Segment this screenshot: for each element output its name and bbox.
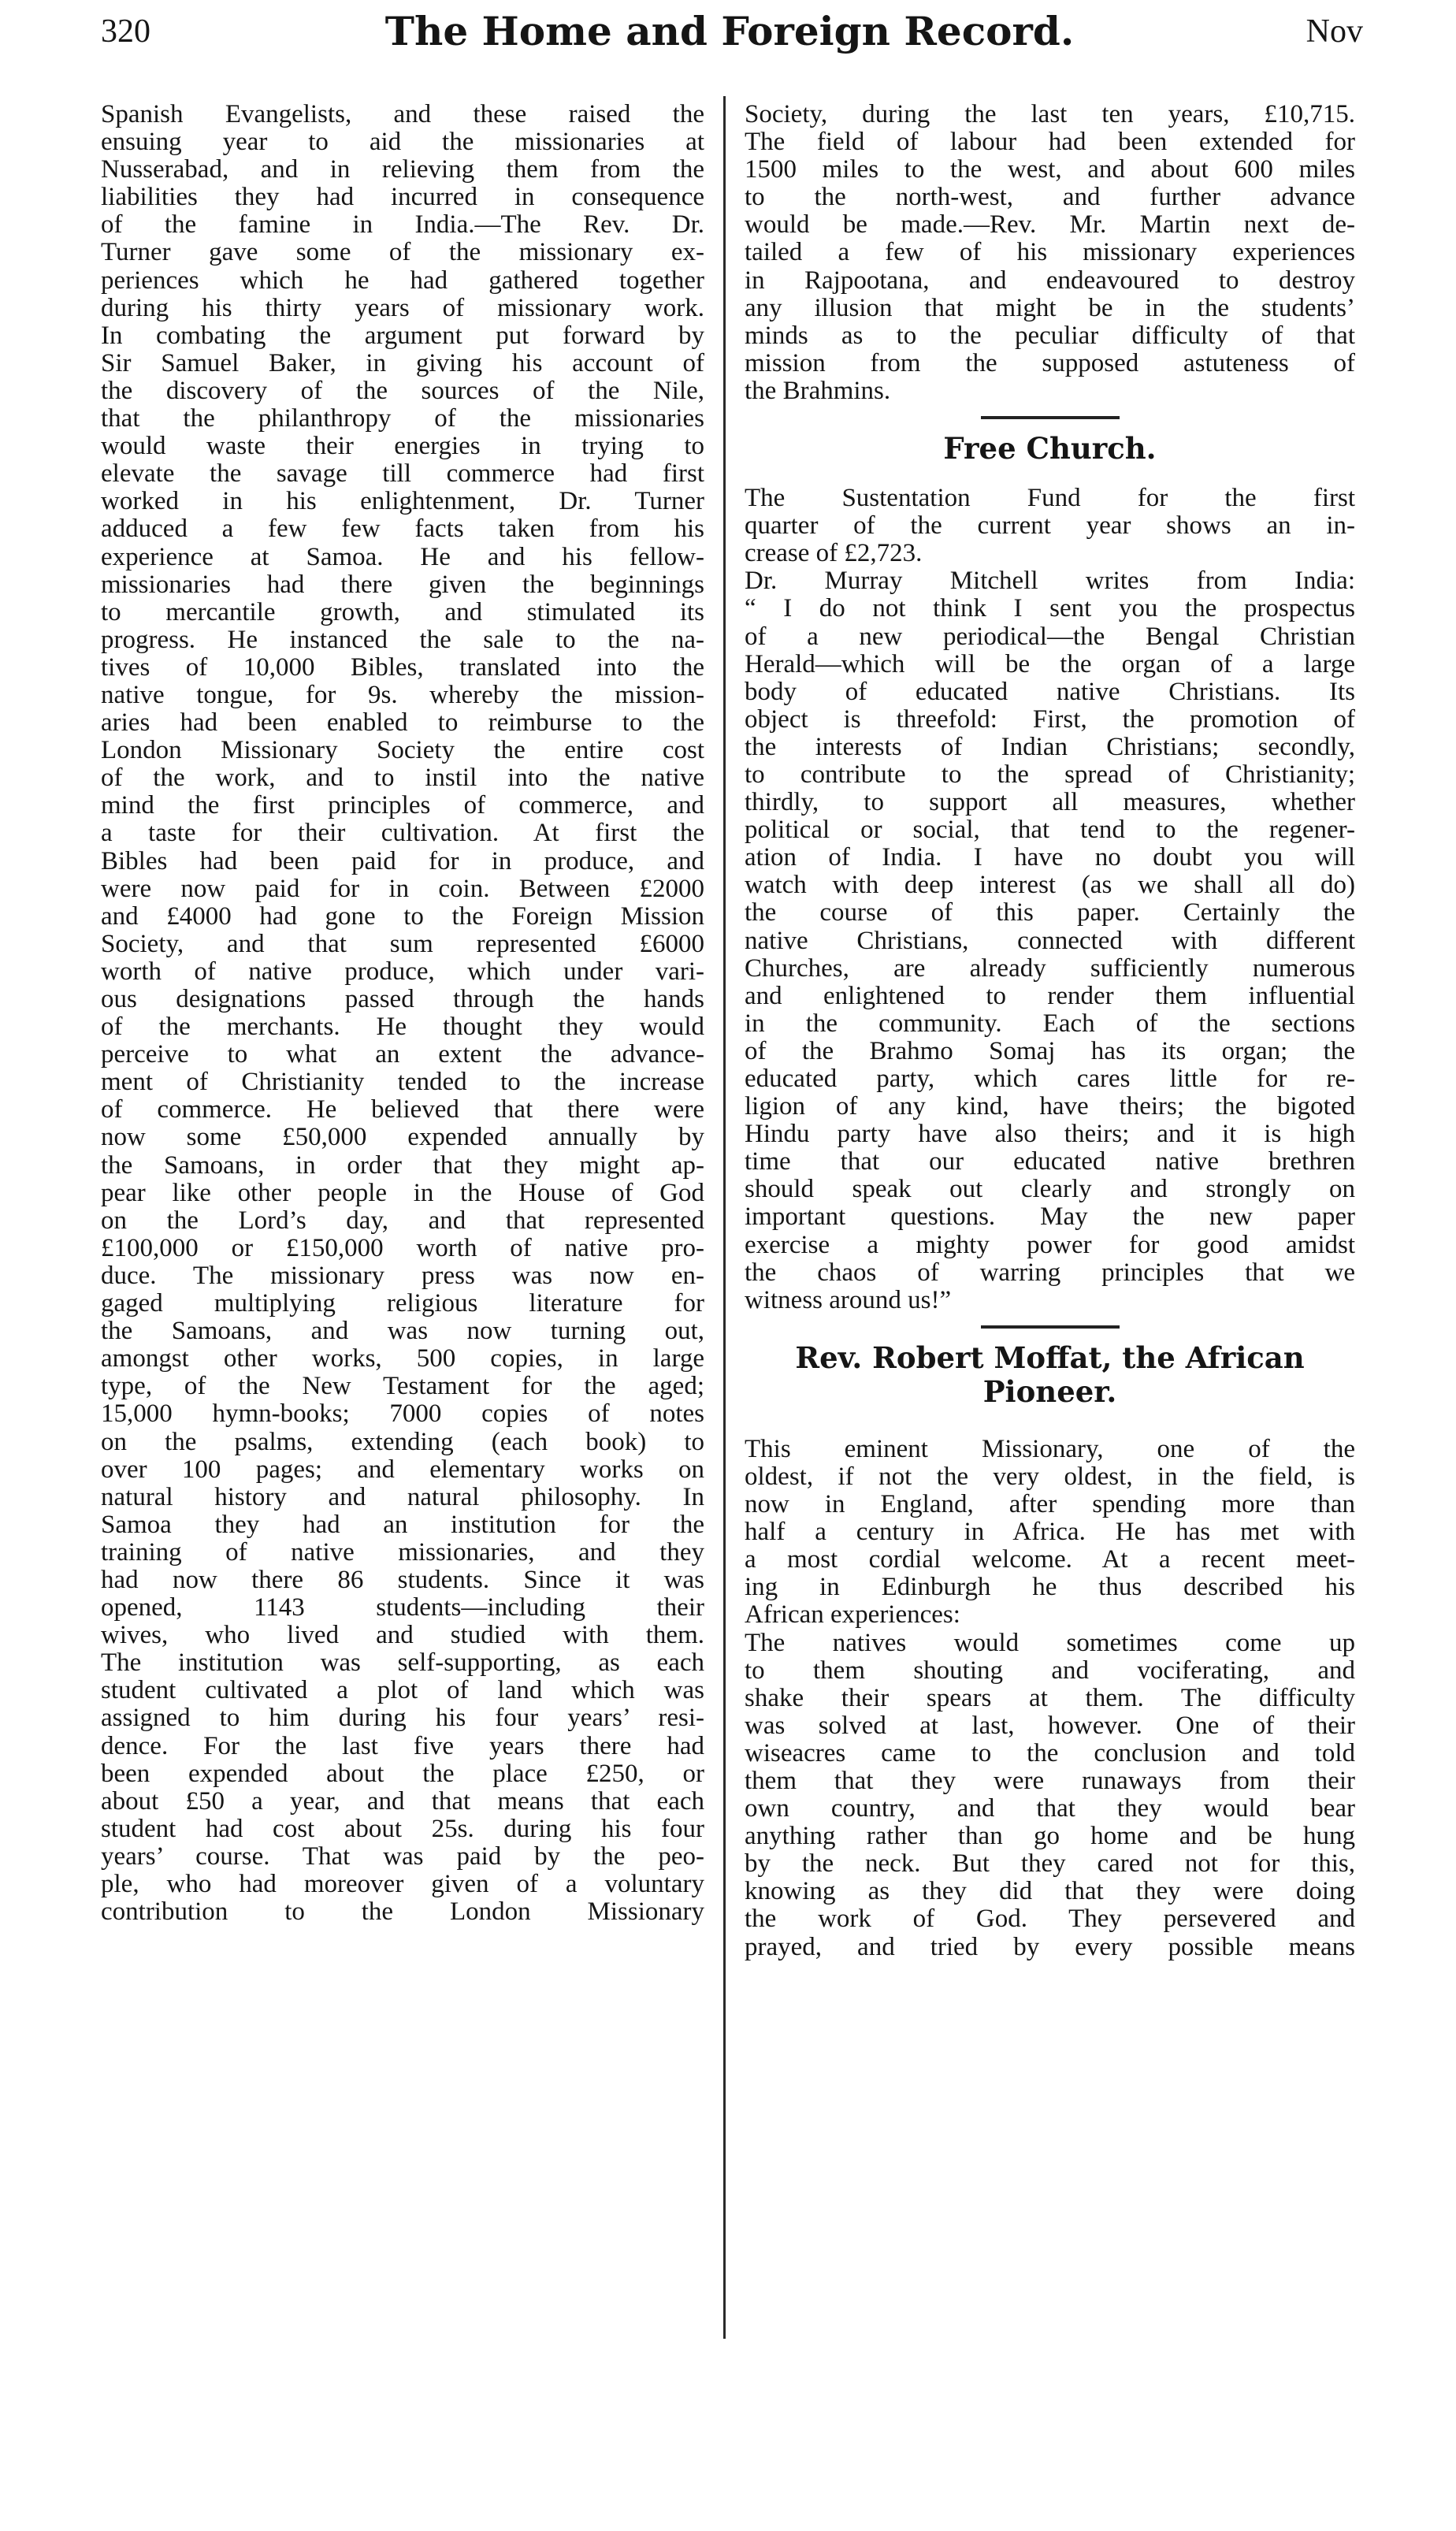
text-line: anything rather than go home and be hung bbox=[745, 1822, 1355, 1851]
text-line: had now there 86 students. Since it was bbox=[101, 1565, 704, 1594]
text-line: object is threefold: First, the promotion of bbox=[745, 704, 1355, 734]
text-line: minds as to the peculiar difficulty of that bbox=[745, 321, 1355, 350]
text-line: native tongue, for 9s. whereby the mission- bbox=[101, 680, 704, 709]
section-heading-moffat-line-2: Pioneer. bbox=[982, 1373, 1117, 1409]
text-line: contribution to the London Missionary bbox=[101, 1897, 704, 1927]
text-line: missionaries had there given the beginnings bbox=[101, 570, 704, 599]
text-line: pear like other people in the House of God bbox=[101, 1178, 704, 1207]
text-line: were now paid for in coin. Between £2000 bbox=[101, 874, 704, 903]
text-line: the Brahmins. bbox=[745, 376, 891, 405]
text-line: assigned to him during his four years’ resi- bbox=[101, 1704, 704, 1733]
text-line: ment of Christianity tended to the increase bbox=[101, 1068, 704, 1097]
text-line: £100,000 or £150,000 worth of native pro- bbox=[101, 1233, 704, 1262]
text-line: body of educated native Christians. Its bbox=[745, 677, 1355, 706]
text-line: wiseacres came to the conclusion and told bbox=[745, 1738, 1355, 1767]
text-line: tives of 10,000 Bibles, translated into the bbox=[101, 652, 704, 682]
text-line: own country, and that they would bear bbox=[745, 1794, 1355, 1823]
text-line: the Samoans, in order that they might ap- bbox=[101, 1150, 704, 1180]
text-line: worth of native produce, which under vari- bbox=[101, 957, 704, 986]
text-line: of a new periodical—the Bengal Christian bbox=[745, 622, 1355, 651]
text-line: on the psalms, extending (each book) to bbox=[101, 1427, 704, 1456]
text-line: Turner gave some of the missionary ex- bbox=[101, 238, 704, 267]
text-line: of the famine in India.—The Rev. Dr. bbox=[101, 210, 704, 240]
left-column bbox=[101, 101, 704, 2370]
text-line: Bibles had been paid for in produce, and bbox=[101, 846, 704, 875]
text-line: of the Brahmo Somaj has its organ; the bbox=[745, 1036, 1355, 1065]
text-line: adduced a few few facts taken from his bbox=[101, 515, 704, 544]
text-line: The institution was self-supporting, as each bbox=[101, 1648, 704, 1678]
text-line: over 100 pages; and elementary works on bbox=[101, 1455, 704, 1484]
text-line: mission from the supposed astuteness of bbox=[745, 348, 1355, 377]
text-line: London Missionary Society the entire cost bbox=[101, 736, 704, 765]
text-line: to contribute to the spread of Christianity; bbox=[745, 760, 1355, 789]
text-line: of the work, and to instil into the native bbox=[101, 764, 704, 793]
text-line: would be made.—Rev. Mr. Martin next de- bbox=[745, 210, 1355, 240]
text-line: half a century in Africa. He has met with bbox=[745, 1518, 1355, 1547]
text-line: knowing as they did that they were doing bbox=[745, 1877, 1355, 1906]
section-heading-moffat: Rev. Robert Moffat, the African bbox=[795, 1340, 1305, 1375]
text-line: Samoa they had an institution for the bbox=[101, 1510, 704, 1539]
text-line bbox=[101, 1926, 704, 1953]
text-line: The Sustentation Fund for the first bbox=[745, 484, 1355, 513]
right-column bbox=[745, 101, 1355, 2370]
text-line: “ I do not think I sent you the prospectus bbox=[745, 594, 1355, 623]
text-line: tailed a few of his missionary experiences bbox=[745, 238, 1355, 267]
text-line: This eminent Missionary, one of the bbox=[745, 1434, 1355, 1463]
text-line: a most cordial welcome. At a recent meet- bbox=[745, 1545, 1355, 1574]
text-line: was solved at last, however. One of their bbox=[745, 1711, 1355, 1740]
text-line: in Rajpootana, and endeavoured to destroy bbox=[745, 266, 1355, 295]
text-line: Society, and that sum represented £6000 bbox=[101, 929, 704, 958]
text-line: periences which he had gathered together bbox=[101, 266, 704, 295]
text-line: to the north-west, and further advance bbox=[745, 183, 1355, 212]
text-line: ensuing year to aid the missionaries at bbox=[101, 128, 704, 157]
text-line: African experiences: bbox=[745, 1600, 960, 1630]
text-line: now in England, after spending more than bbox=[745, 1490, 1355, 1519]
running-title: The Home and Foreign Record. bbox=[384, 8, 1075, 54]
text-line: Society, during the last ten years, £10,715. bbox=[745, 101, 1355, 128]
text-line: duce. The missionary press was now en- bbox=[101, 1261, 704, 1290]
text-line: the course of this paper. Certainly the bbox=[745, 898, 1355, 927]
text-line: about £50 a year, and that means that each bbox=[101, 1786, 704, 1816]
text-line: political or social, that tend to the regener- bbox=[745, 816, 1355, 845]
text-line: quarter of the current year shows an in- bbox=[745, 511, 1355, 541]
text-line: the chaos of warring principles that we bbox=[745, 1258, 1355, 1287]
text-line: amongst other works, 500 copies, in large bbox=[101, 1344, 704, 1373]
text-line: training of native missionaries, and they bbox=[101, 1537, 704, 1567]
text-line: in the community. Each of the sections bbox=[745, 1009, 1355, 1038]
text-line: by the neck. But they cared not for this, bbox=[745, 1849, 1355, 1879]
text-line: the interests of Indian Christians; secondly, bbox=[745, 732, 1355, 761]
section-rule bbox=[981, 1325, 1120, 1329]
text-line: elevate the savage till commerce had first bbox=[101, 459, 704, 489]
text-line: ous designations passed through the hands bbox=[101, 985, 704, 1013]
text-line: of the merchants. He thought they would bbox=[101, 1013, 704, 1042]
text-line: native Christians, connected with different bbox=[745, 926, 1355, 955]
text-line: Hindu party have also theirs; and it is high bbox=[745, 1120, 1355, 1149]
text-line: oldest, if not the very oldest, in the field, is bbox=[745, 1462, 1355, 1491]
page-number: 320 bbox=[101, 13, 150, 50]
text-line: to mercantile growth, and stimulated its bbox=[101, 597, 704, 626]
text-line: experience at Samoa. He and his fellow- bbox=[101, 542, 704, 571]
text-line: Herald—which will be the organ of a large bbox=[745, 649, 1355, 678]
issue-month: Nov bbox=[1306, 13, 1363, 50]
text-line: a taste for their cultivation. At first the bbox=[101, 819, 704, 848]
text-line: student had cost about 25s. during his four bbox=[101, 1814, 704, 1843]
text-line: been expended about the place £250, or bbox=[101, 1759, 704, 1788]
text-line: type, of the New Testament for the aged; bbox=[101, 1372, 704, 1401]
text-line: time that our educated native brethren bbox=[745, 1147, 1355, 1176]
text-line: watch with deep interest (as we shall all do) bbox=[745, 871, 1355, 900]
text-line: any illusion that might be in the students’ bbox=[745, 293, 1355, 322]
text-line: gaged multiplying religious literature for bbox=[101, 1289, 704, 1318]
text-line: 1500 miles to the west, and about 600 miles bbox=[745, 155, 1355, 184]
section-heading-free-church: Free Church. bbox=[943, 431, 1157, 466]
text-line: student cultivated a plot of land which was bbox=[101, 1676, 704, 1705]
text-line: Spanish Evangelists, and these raised the bbox=[101, 101, 704, 128]
text-line: thirdly, to support all measures, whether bbox=[745, 788, 1355, 817]
text-line: should speak out clearly and strongly on bbox=[745, 1175, 1355, 1204]
text-line: The natives would sometimes come up bbox=[745, 1628, 1355, 1657]
text-line: to them shouting and vociferating, and bbox=[745, 1656, 1355, 1685]
text-line: educated party, which cares little for re- bbox=[745, 1065, 1355, 1093]
text-line: opened, 1143 students—including their bbox=[101, 1593, 704, 1622]
text-line: Sir Samuel Baker, in giving his account of bbox=[101, 348, 704, 377]
text-line: ation of India. I have no doubt you will bbox=[745, 843, 1355, 872]
section-rule bbox=[981, 416, 1120, 419]
text-line: mind the first principles of commerce, and bbox=[101, 791, 704, 820]
text-line: and £4000 had gone to the Foreign Mission bbox=[101, 901, 704, 931]
text-line: the Samoans, and was now turning out, bbox=[101, 1317, 704, 1346]
text-line: would waste their energies in trying to bbox=[101, 432, 704, 461]
text-line: dence. For the last five years there had bbox=[101, 1731, 704, 1760]
text-line: on the Lord’s day, and that represented bbox=[101, 1206, 704, 1235]
text-line: witness around us!” bbox=[745, 1285, 952, 1314]
text-line: Churches, are already sufficiently numerous bbox=[745, 953, 1355, 983]
text-line: prayed, and tried by every possible means bbox=[745, 1932, 1355, 1961]
text-line: In combating the argument put forward by bbox=[101, 321, 704, 350]
text-line: The field of labour had been extended for bbox=[745, 128, 1355, 157]
text-line: important questions. May the new paper bbox=[745, 1202, 1355, 1232]
text-line: ligion of any kind, have theirs; the bigoted bbox=[745, 1092, 1355, 1121]
text-line: exercise a mighty power for good amidst bbox=[745, 1230, 1355, 1259]
text-line: the work of God. They persevered and bbox=[745, 1905, 1355, 1934]
text-line: 15,000 hymn-books; 7000 copies of notes bbox=[101, 1399, 704, 1429]
text-line: during his thirty years of missionary work. bbox=[101, 293, 704, 322]
text-line: progress. He instanced the sale to the na- bbox=[101, 625, 704, 654]
text-line: shake their spears at them. The difficulty bbox=[745, 1683, 1355, 1712]
text-line: that the philanthropy of the missionaries bbox=[101, 404, 704, 433]
text-line: aries had been enabled to reimburse to the bbox=[101, 708, 704, 738]
text-line: worked in his enlightenment, Dr. Turner bbox=[101, 487, 704, 516]
text-line: ple, who had moreover given of a voluntary bbox=[101, 1870, 704, 1898]
text-line: them that they were runaways from their bbox=[745, 1766, 1355, 1795]
column-divider bbox=[723, 96, 726, 2339]
text-line: now some £50,000 expended annually by bbox=[101, 1123, 704, 1152]
text-line: wives, who lived and studied with them. bbox=[101, 1621, 704, 1650]
text-line: natural history and natural philosophy. In bbox=[101, 1482, 704, 1511]
text-line: perceive to what an extent the advance- bbox=[101, 1040, 704, 1069]
text-line: of commerce. He believed that there were bbox=[101, 1095, 704, 1124]
text-line: liabilities they had incurred in consequence bbox=[101, 183, 704, 212]
text-line: crease of £2,723. bbox=[745, 539, 923, 568]
text-line: and enlightened to render them influential bbox=[745, 981, 1355, 1010]
text-line: Nusserabad, and in relieving them from the bbox=[101, 155, 704, 184]
text-line: the discovery of the sources of the Nile, bbox=[101, 376, 704, 405]
page-header bbox=[96, 8, 1363, 60]
text-line: ing in Edinburgh he thus described his bbox=[745, 1573, 1355, 1602]
text-line: years’ course. That was paid by the peo- bbox=[101, 1842, 704, 1871]
text-line: Dr. Murray Mitchell writes from India: bbox=[745, 567, 1355, 596]
